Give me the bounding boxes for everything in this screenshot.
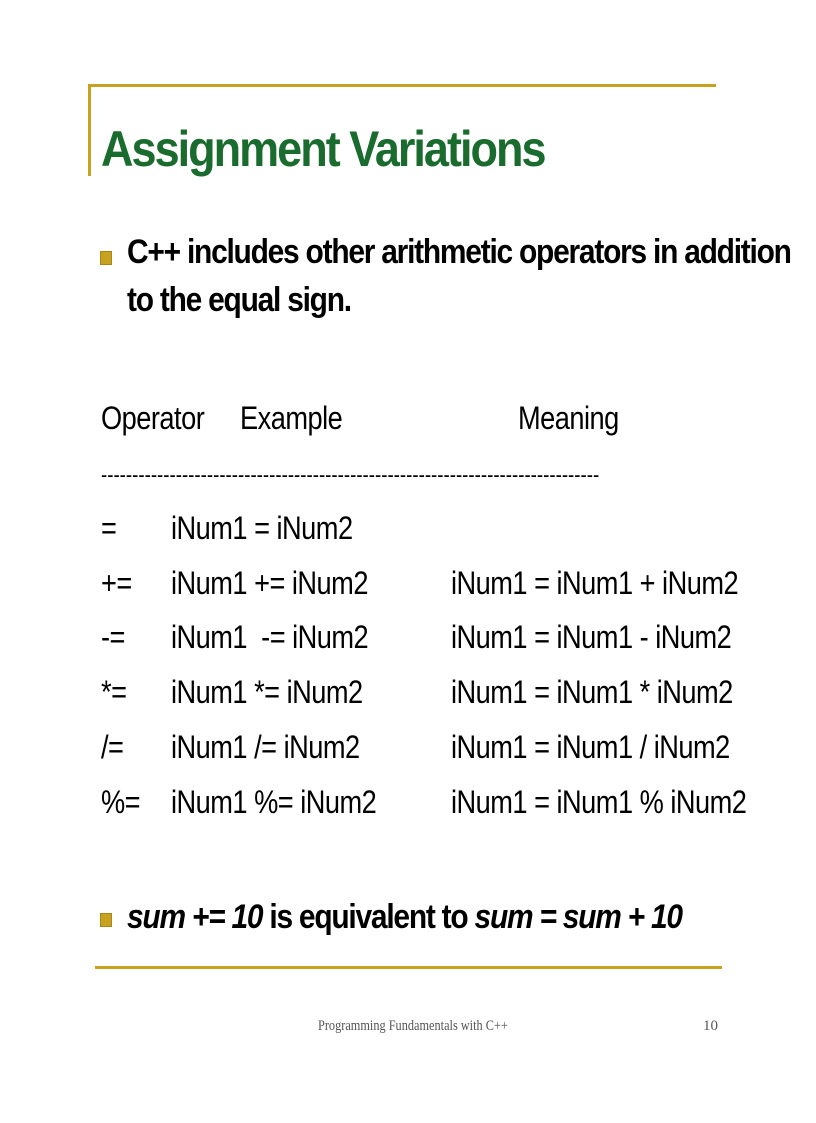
row-example: iNum1 = iNum2 [171, 510, 353, 546]
frame-left-rule [88, 84, 91, 176]
row-example: iNum1 %= iNum2 [171, 784, 377, 820]
row-operator: += [101, 565, 132, 601]
row-meaning: iNum1 = iNum1 - iNum2 [451, 619, 732, 655]
row-meaning: iNum1 = iNum1 * iNum2 [451, 674, 733, 710]
bullet-square-icon [100, 251, 112, 265]
row-operator: %= [101, 784, 141, 820]
row-example: iNum1 *= iNum2 [171, 674, 363, 710]
bullet-text-2 [127, 894, 682, 942]
row-example: iNum1 /= iNum2 [171, 729, 360, 765]
header-example: Example [240, 400, 343, 436]
footer-text: Programming Fundamentals with C++ [318, 1018, 508, 1034]
code-sum-expanded: sum = sum + 10 [474, 898, 682, 936]
row-operator: /= [101, 729, 124, 765]
slide-title: Assignment Variations [101, 121, 545, 177]
row-meaning: iNum1 = iNum1 + iNum2 [451, 565, 739, 601]
bullet-1-line-2: to the equal sign. [127, 280, 351, 319]
row-meaning: iNum1 = iNum1 / iNum2 [451, 729, 730, 765]
page-number: 10 [703, 1018, 718, 1034]
row-operator: = [101, 510, 117, 546]
frame-top-rule [88, 84, 716, 87]
bullet-square-icon [100, 913, 112, 927]
row-operator: -= [101, 619, 125, 655]
row-example: iNum1 += iNum2 [171, 565, 368, 601]
header-meaning: Meaning [518, 400, 619, 436]
row-meaning: iNum1 = iNum1 % iNum2 [451, 784, 747, 820]
footer-rule [95, 966, 722, 969]
equivalence-text: is equivalent to [262, 898, 475, 936]
row-example: iNum1 -= iNum2 [171, 619, 369, 655]
row-operator: *= [101, 674, 127, 710]
header-operator: Operator [101, 400, 205, 436]
bullet-text-1 [127, 229, 791, 324]
bullet-1-line-1: C++ includes other arithmetic operators in addition [127, 233, 791, 271]
table-divider: -------------------------------------------------------------------------------- [101, 462, 600, 487]
code-sum-plus-equals: sum += 10 [127, 898, 263, 936]
